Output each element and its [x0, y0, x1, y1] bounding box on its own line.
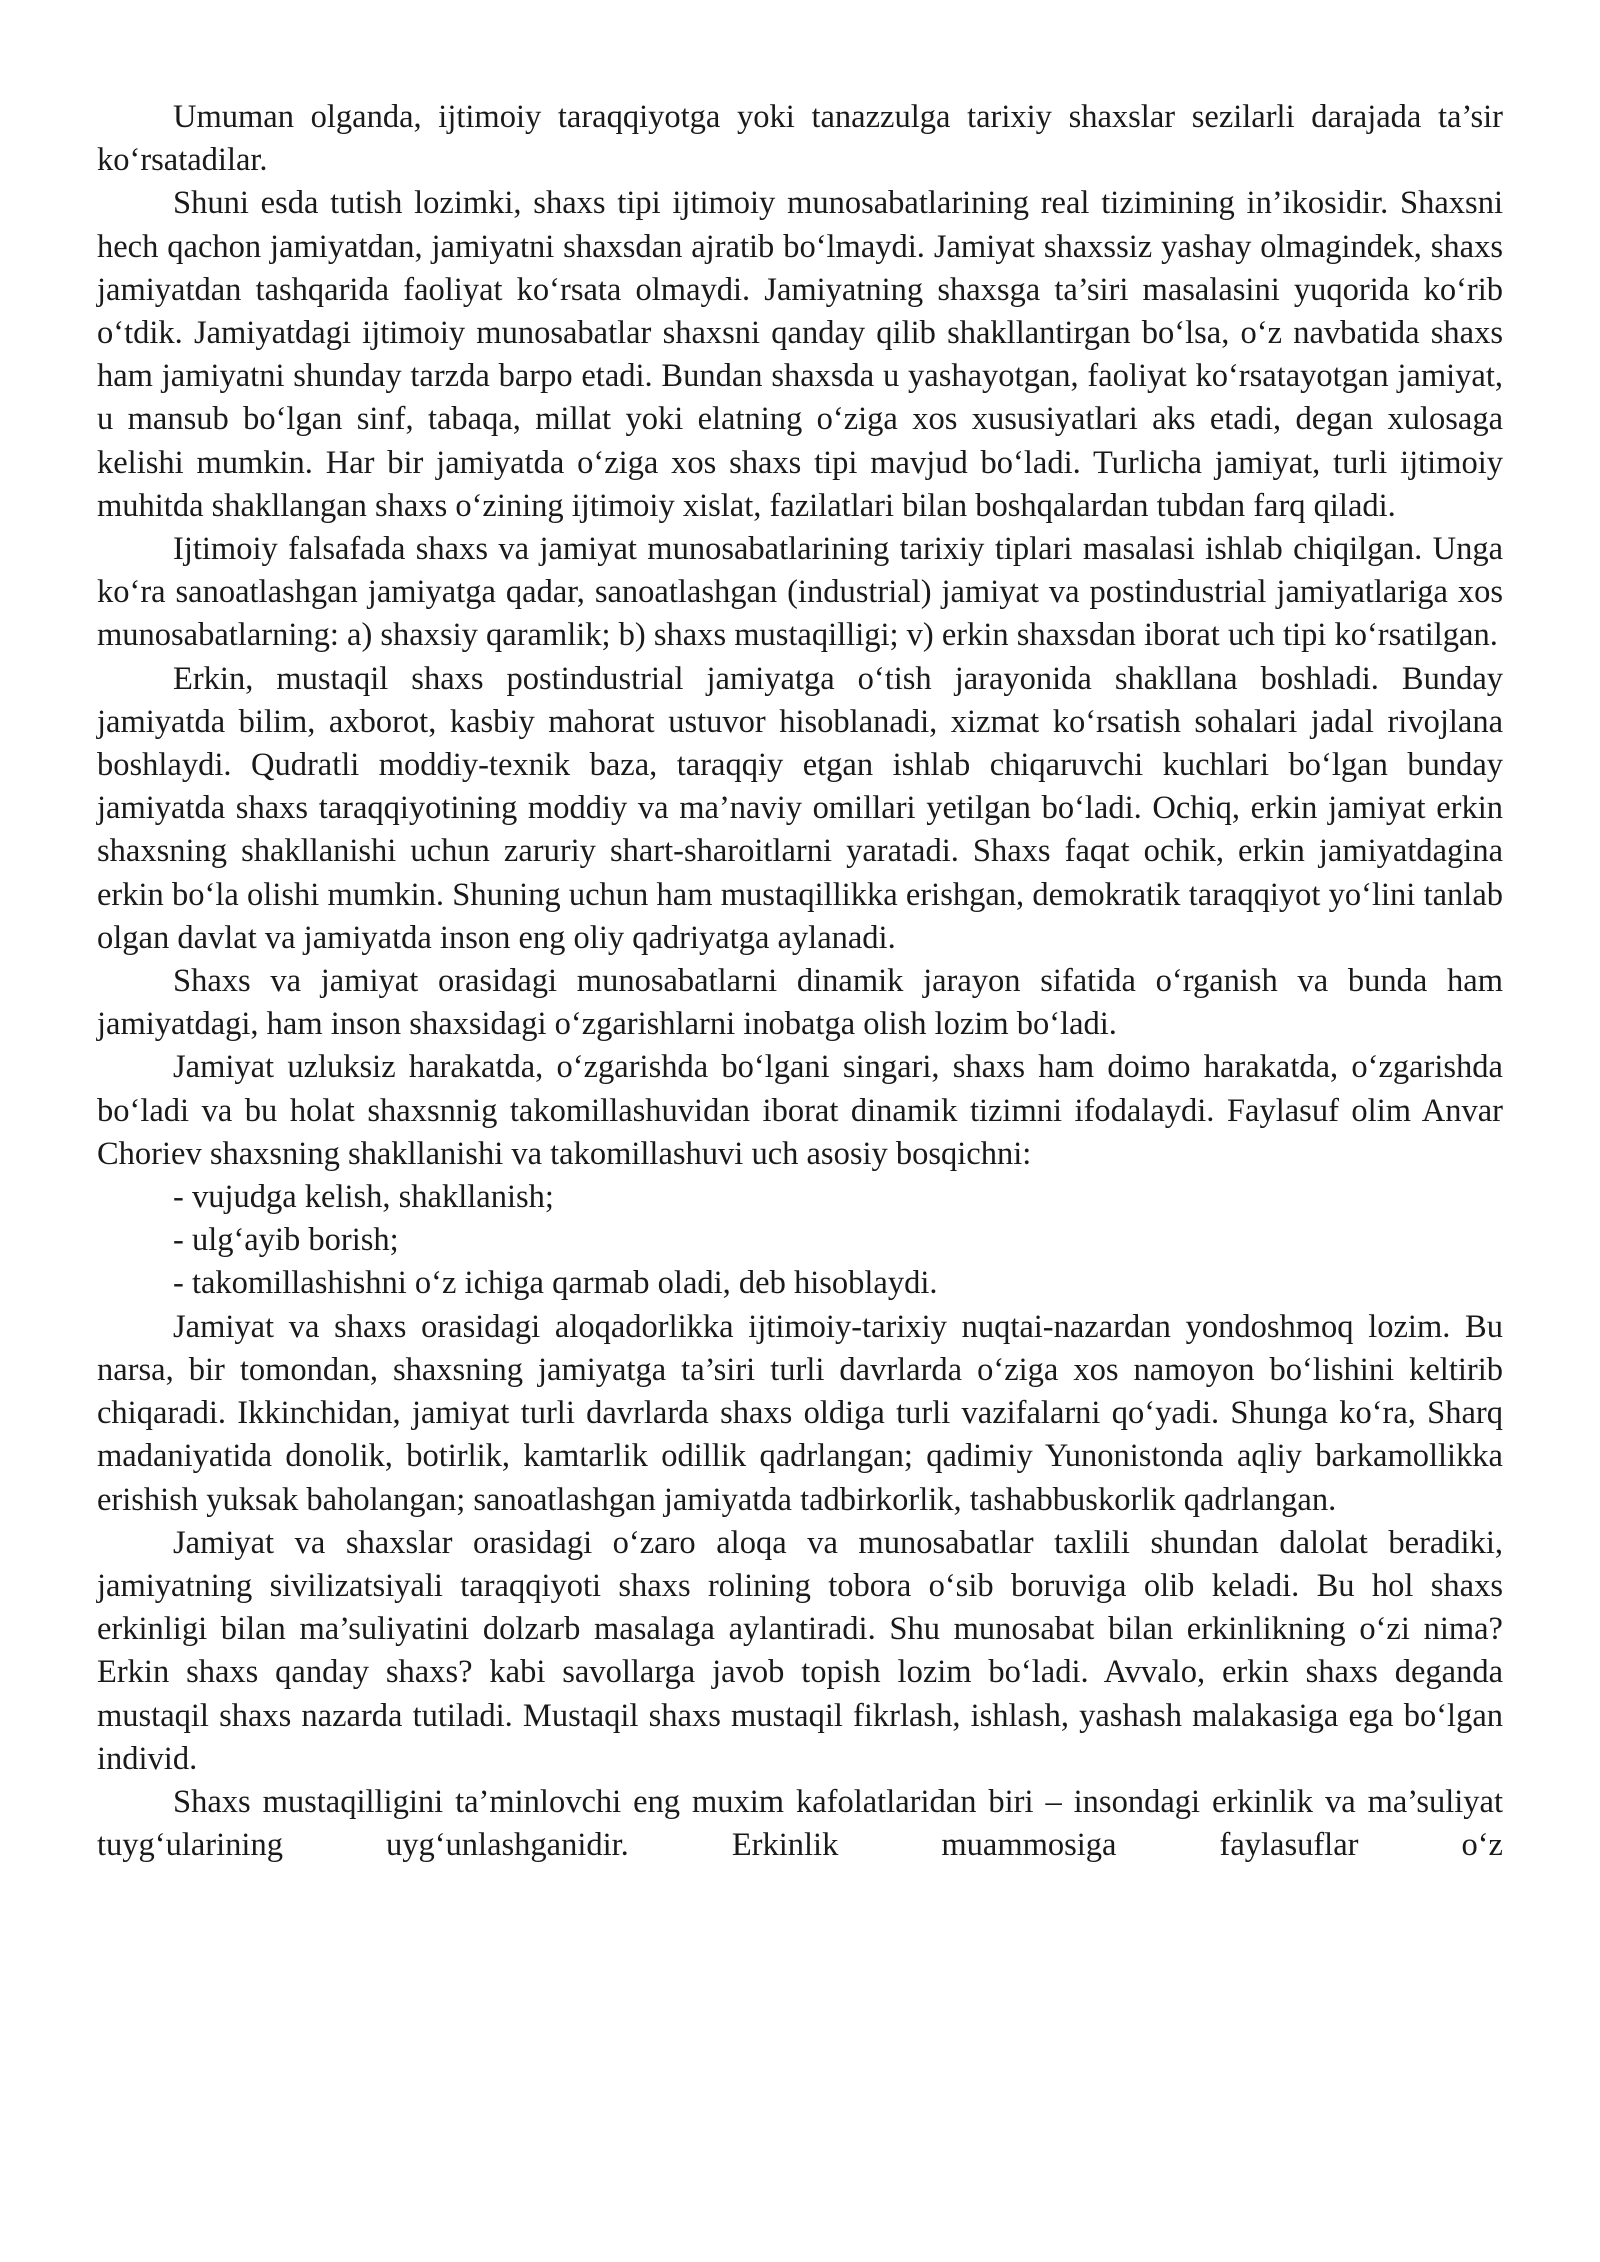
paragraph: Shaxs mustaqilligini ta’minlovchi eng muxim kafolatlaridan biri – insondagi erkinlik va ma’suliyat tuyg‘ularining uyg‘unlashganidir. Erkinlik muammosiga faylasuflar o‘z	[97, 1783, 1503, 1864]
paragraph: Erkin, mustaqil shaxs postindustrial jamiyatga o‘tish jarayonida shakllana boshladi. Bunday jamiyatda bilim, axborot, kasbiy mahorat ustuvor hisoblanadi, xizmat ko‘rsatish sohalari jadal rivojlana boshlaydi. Qudratli moddiy-texnik baza, taraqqiy etgan ishlab chiqaruvchi kuchlari bo‘lgan bunday jamiyatda shaxs taraqqiyotining moddiy va ma’naviy omillari yetilgan bo‘ladi. Ochiq, erkin jamiyat erkin shaxsning shakllanishi uchun zaruriy shart-sharoitlarni yaratadi. Shaxs faqat ochik, erkin jamiyatdagina erkin bo‘la olishi mumkin. Shuning uchun ham mustaqillikka erishgan, demokratik taraqqiyot yo‘lini tanlab olgan davlat va jamiyatda inson eng oliy qadriyatga aylanadi.	[97, 660, 1503, 956]
list-item: - takomillashishni o‘z ichiga qarmab oladi, deb hisoblaydi.	[173, 1265, 938, 1302]
paragraph: Jamiyat va shaxslar orasidagi o‘zaro aloqa va munosabatlar taxlili shundan dalolat beradiki, jamiyatning sivilizatsiyali taraqqiyoti shaxs rolining tobora o‘sib boruviga olib keladi. Bu hol shaxs erkinligi bilan ma’suliyatini dolzarb masalaga aylantiradi. Shu munosabat bilan erkinlikning o‘zi nima? Erkin shaxs qanday shaxs? kabi savollarga javob topish lozim bo‘ladi. Avvalo, erkin shaxs deganda mustaqil shaxs nazarda tutiladi. Mustaqil shaxs mustaqil fikrlash, ishlash, yashash malakasiga ega bo‘lgan individ.	[97, 1524, 1503, 1777]
paragraph: Shaxs va jamiyat orasidagi munosabatlarni dinamik jarayon sifatida o‘rganish va bunda ham jamiyatdagi, ham inson shaxsidagi o‘zgarishlarni inobatga olish lozim bo‘ladi.	[97, 963, 1503, 1043]
list-item: - ulg‘ayib borish;	[173, 1222, 399, 1259]
paragraph: Jamiyat uzluksiz harakatda, o‘zgarishda bo‘lgani singari, shaxs ham doimo harakatda, o‘zgarishda bo‘ladi va bu holat shaxsnnig takomillashuvidan iborat dinamik tizimni ifodalaydi. Faylasuf olim Anvar Choriev shaxsning shakllanishi va takomillashuvi uch asosiy bosqichni:	[97, 1049, 1503, 1172]
list-item: - vujudga kelish, shakllanish;	[173, 1179, 554, 1216]
paragraph: Jamiyat va shaxs orasidagi aloqadorlikka ijtimoiy-tarixiy nuqtai-nazardan yondoshmoq lozim. Bu narsa, bir tomondan, shaxsning jamiyatga ta’siri turli davrlarda o‘ziga xos namoyon bo‘lishini keltirib chiqaradi. Ikkinchidan, jamiyat turli davrlarda shaxs oldiga turli vazifalarni qo‘yadi. Shunga ko‘ra, Sharq madaniyatida donolik, botirlik, kamtarlik odillik qadrlangan; qadimiy Yunonistonda aqliy barkamollikka erishish yuksak baholangan; sanoatlashgan jamiyatda tadbirkorlik, tashabbuskorlik qadrlangan.	[97, 1308, 1503, 1518]
document-page	[97, 96, 1503, 1867]
paragraph: Ijtimoiy falsafada shaxs va jamiyat munosabatlarining tarixiy tiplari masalasi ishlab chiqilgan. Unga ko‘ra sanoatlashgan jamiyatga qadar, sanoatlashgan (industrial) jamiyat va postindustrial jamiyatlariga xos munosabatlarning: a) shaxsiy qaramlik; b) shaxs mustaqilligi; v) erkin shaxsdan iborat uch tipi ko‘rsatilgan.	[97, 531, 1503, 654]
paragraph: Umuman olganda, ijtimoiy taraqqiyotga yoki tanazzulga tarixiy shaxslar sezilarli darajada ta’sir ko‘rsatadilar.	[97, 99, 1503, 179]
paragraph: Shuni esda tutish lozimki, shaxs tipi ijtimoiy munosabatlarining real tizimining in’ikosidir. Shaxsni hech qachon jamiyatdan, jamiyatni shaxsdan ajratib bo‘lmaydi. Jamiyat shaxssiz yashay olmagindek, shaxs jamiyatdan tashqarida faoliyat ko‘rsata olmaydi. Jamiyatning shaxsga ta’siri masalasini yuqorida ko‘rib o‘tdik. Jamiyatdagi ijtimoiy munosabatlar shaxsni qanday qilib shakllantirgan bo‘lsa, o‘z navbatida shaxs ham jamiyatni shunday tarzda barpo etadi. Bundan shaxsda u yashayotgan, faoliyat ko‘rsatayotgan jamiyat, u mansub bo‘lgan sinf, tabaqa, millat yoki elatning o‘ziga xos xususiyatlari aks etadi, degan xulosaga kelishi mumkin. Har bir jamiyatda o‘ziga xos shaxs tipi mavjud bo‘ladi. Turlicha jamiyat, turli ijtimoiy muhitda shakllangan shaxs o‘zining ijtimoiy xislat, fazilatlari bilan boshqalardan tubdan farq qiladi.	[97, 185, 1503, 524]
